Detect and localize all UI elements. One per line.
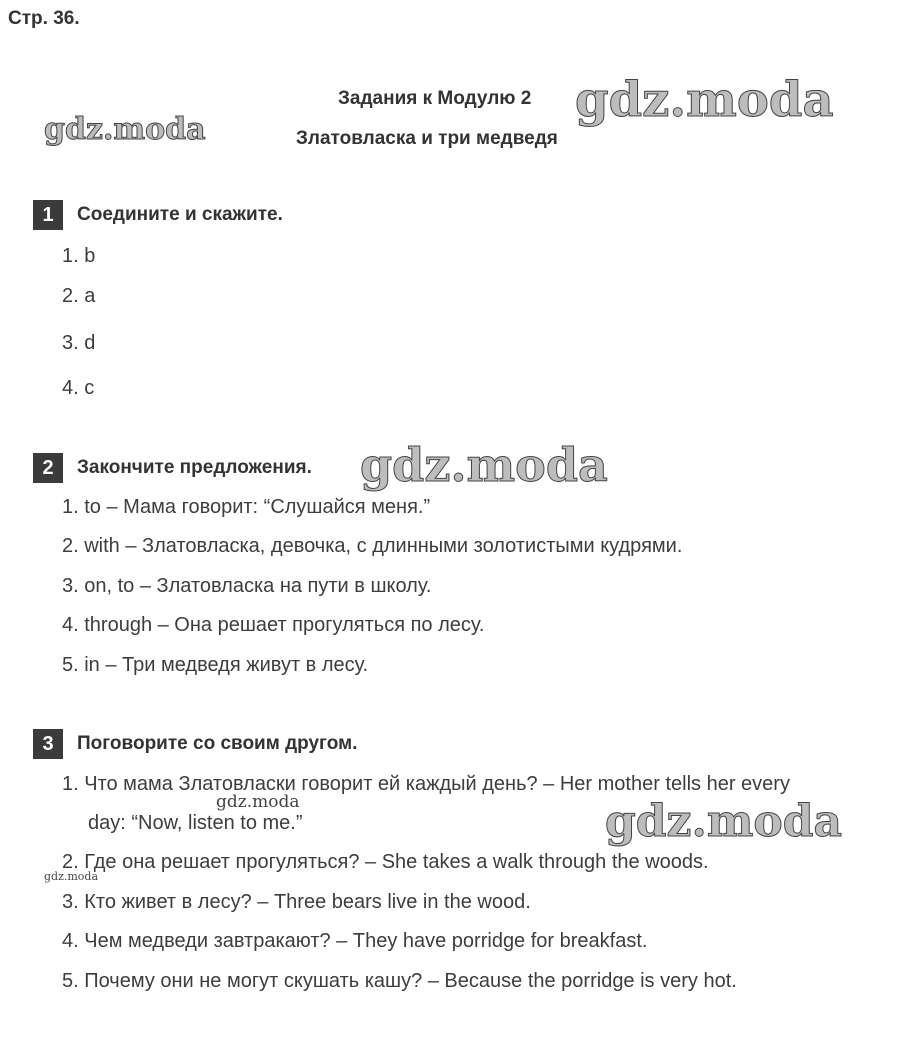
answer-item: 1. to – Мама говорит: “Слушайся меня.” <box>62 496 431 518</box>
answer-item: 4. Чем медведи завтракают? – They have porridge for breakfast. <box>62 930 648 952</box>
exercise-1-heading <box>33 200 283 230</box>
answer-item: 2. Где она решает прогуляться? – She takes a walk through the woods. <box>62 851 709 873</box>
module-title: Задания к Модулю 2 <box>338 88 532 109</box>
exercise-title: Закончите предложения. <box>77 457 312 478</box>
answer-item: 5. Почему они не могут скушать кашу? – Because the porridge is very hot. <box>62 970 737 992</box>
answer-item: 1. b <box>62 245 96 267</box>
answer-item: 2. with – Златовласка, девочка, с длинными золотистыми кудрями. <box>62 535 683 557</box>
module-subtitle: Златовласка и три медведя <box>296 128 558 149</box>
answer-item: 4. through – Она решает прогуляться по лесу. <box>62 614 485 636</box>
answer-item: 3. d <box>62 332 96 354</box>
answer-item: 2. a <box>62 285 96 307</box>
exercise-title: Поговорите со своим другом. <box>77 733 358 754</box>
answer-item: 3. on, to – Златовласка на пути в школу. <box>62 575 432 597</box>
answer-item: 3. Кто живет в лесу? – Three bears live in the wood. <box>62 891 531 913</box>
exercise-number-badge: 2 <box>33 453 63 483</box>
answer-item: 1. Что мама Златовласки говорит ей каждый день? – Her mother tells her every <box>62 773 790 795</box>
exercise-3-heading <box>33 729 357 759</box>
answer-item: 4. c <box>62 377 95 399</box>
answer-item: 5. in – Три медведя живут в лесу. <box>62 654 369 676</box>
watermark-logo: gdz.moda <box>605 796 843 847</box>
exercise-number-badge: 1 <box>33 200 63 230</box>
exercise-number-badge: 3 <box>33 729 63 759</box>
watermark-logo: gdz.moda <box>44 112 206 147</box>
exercise-2-heading <box>33 453 312 483</box>
answer-item-continuation: day: “Now, listen to me.” <box>88 812 303 834</box>
watermark-logo: gdz.moda <box>44 870 99 883</box>
watermark-logo: gdz.moda <box>216 792 300 812</box>
watermark-logo: gdz.moda <box>360 438 608 492</box>
watermark-logo: gdz.moda <box>575 72 834 128</box>
page-number: Стр. 36. <box>8 8 80 29</box>
exercise-title: Соедините и скажите. <box>77 204 283 225</box>
